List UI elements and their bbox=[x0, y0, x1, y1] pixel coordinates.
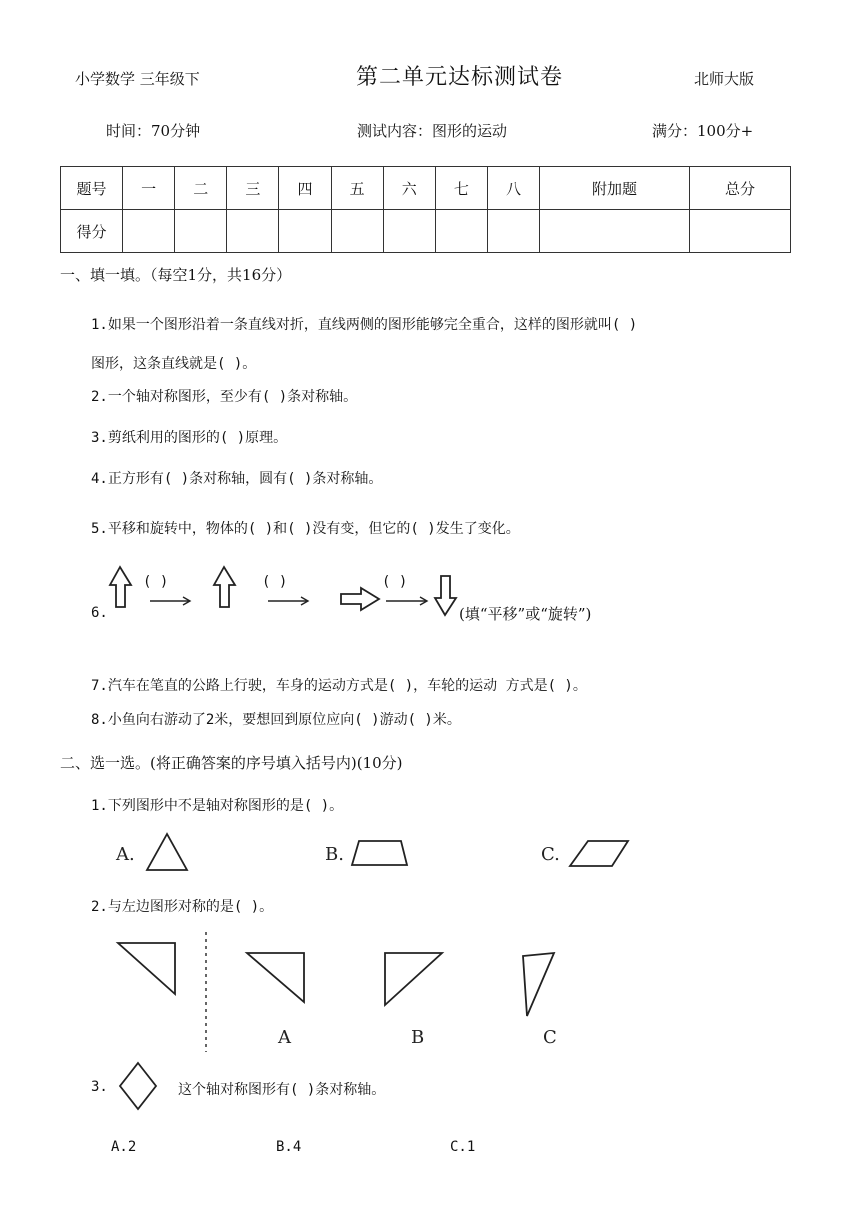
subject-grade: 小学数学 三年级下 bbox=[75, 70, 200, 88]
score-table-cell: 一 bbox=[123, 167, 175, 210]
score-table-cell: 二 bbox=[175, 167, 227, 210]
score-table-cell: 三 bbox=[227, 167, 279, 210]
score-table-cell: 四 bbox=[279, 167, 331, 210]
question-1-7: 7.汽车在笔直的公路上行驶，车身的运动方式是( )，车轮的运动 方式是( )。 bbox=[91, 678, 587, 694]
time-limit: 时间：70分钟 bbox=[106, 122, 201, 140]
question-1-4: 4.正方形有( )条对称轴，圆有( )条对称轴。 bbox=[91, 471, 383, 487]
score-table-cell: 七 bbox=[435, 167, 487, 210]
score-table-cell: 六 bbox=[383, 167, 435, 210]
option-a[interactable]: A.2 bbox=[111, 1139, 137, 1155]
question-1-1-line1: 1.如果一个图形沿着一条直线对折，直线两侧的图形能够完全重合，这样的图形就叫( ) bbox=[91, 317, 638, 333]
q6-blank-3[interactable]: ( ) bbox=[382, 574, 408, 590]
full-score: 满分：100分+ bbox=[652, 122, 754, 140]
question-1-1-line2: 图形，这条直线就是( )。 bbox=[91, 356, 257, 372]
score-row-label: 得分 bbox=[61, 210, 123, 253]
score-table-cell: 题号 bbox=[61, 167, 123, 210]
question-2-3-number: 3. bbox=[91, 1079, 108, 1095]
edition: 北师大版 bbox=[694, 70, 755, 88]
question-1-5: 5.平移和旋转中，物体的( )和( )没有变，但它的( )发生了变化。 bbox=[91, 521, 520, 537]
question-2-3-text: 这个轴对称图形有( )条对称轴。 bbox=[178, 1082, 386, 1098]
rhombus-icon bbox=[120, 1063, 156, 1109]
score-table-cell: 附加题 bbox=[540, 167, 690, 210]
test-content: 测试内容：图形的运动 bbox=[357, 122, 508, 140]
section2-heading: 二、选一选。(将正确答案的序号填入括号内)(10分) bbox=[60, 754, 403, 772]
option-a-label: A. bbox=[116, 844, 135, 865]
q6-blank-1[interactable]: ( ) bbox=[143, 574, 169, 590]
score-table-cell: 总分 bbox=[689, 167, 790, 210]
option-c-label: C. bbox=[541, 844, 560, 865]
q6-blank-2[interactable]: ( ) bbox=[262, 574, 288, 590]
section1-heading: 一、填一填。（每空1分，共16分） bbox=[60, 266, 292, 284]
option-c-label: C bbox=[543, 1027, 557, 1048]
question-1-6-number: 6. bbox=[91, 605, 108, 621]
score-table-cell: 五 bbox=[331, 167, 383, 210]
option-a-label: A bbox=[278, 1027, 291, 1048]
score-table-cell: 八 bbox=[487, 167, 539, 210]
option-c[interactable]: C.1 bbox=[450, 1139, 476, 1155]
question-1-2: 2.一个轴对称图形，至少有( )条对称轴。 bbox=[91, 389, 358, 405]
page-title: 第二单元达标测试卷 bbox=[356, 65, 564, 90]
question-2-2: 2.与左边图形对称的是( )。 bbox=[91, 899, 274, 915]
option-b-label: B. bbox=[325, 844, 344, 865]
option-b[interactable]: B.4 bbox=[276, 1139, 302, 1155]
question-1-8: 8.小鱼向右游动了2米，要想回到原位应向( )游动( )米。 bbox=[91, 712, 461, 728]
question-2-1: 1.下列图形中不是轴对称图形的是( )。 bbox=[91, 798, 344, 814]
option-b-label: B bbox=[411, 1027, 425, 1048]
question-1-3: 3.剪纸利用的图形的( )原理。 bbox=[91, 430, 288, 446]
q6-hint: (填“平移”或“旋转”) bbox=[459, 605, 592, 623]
